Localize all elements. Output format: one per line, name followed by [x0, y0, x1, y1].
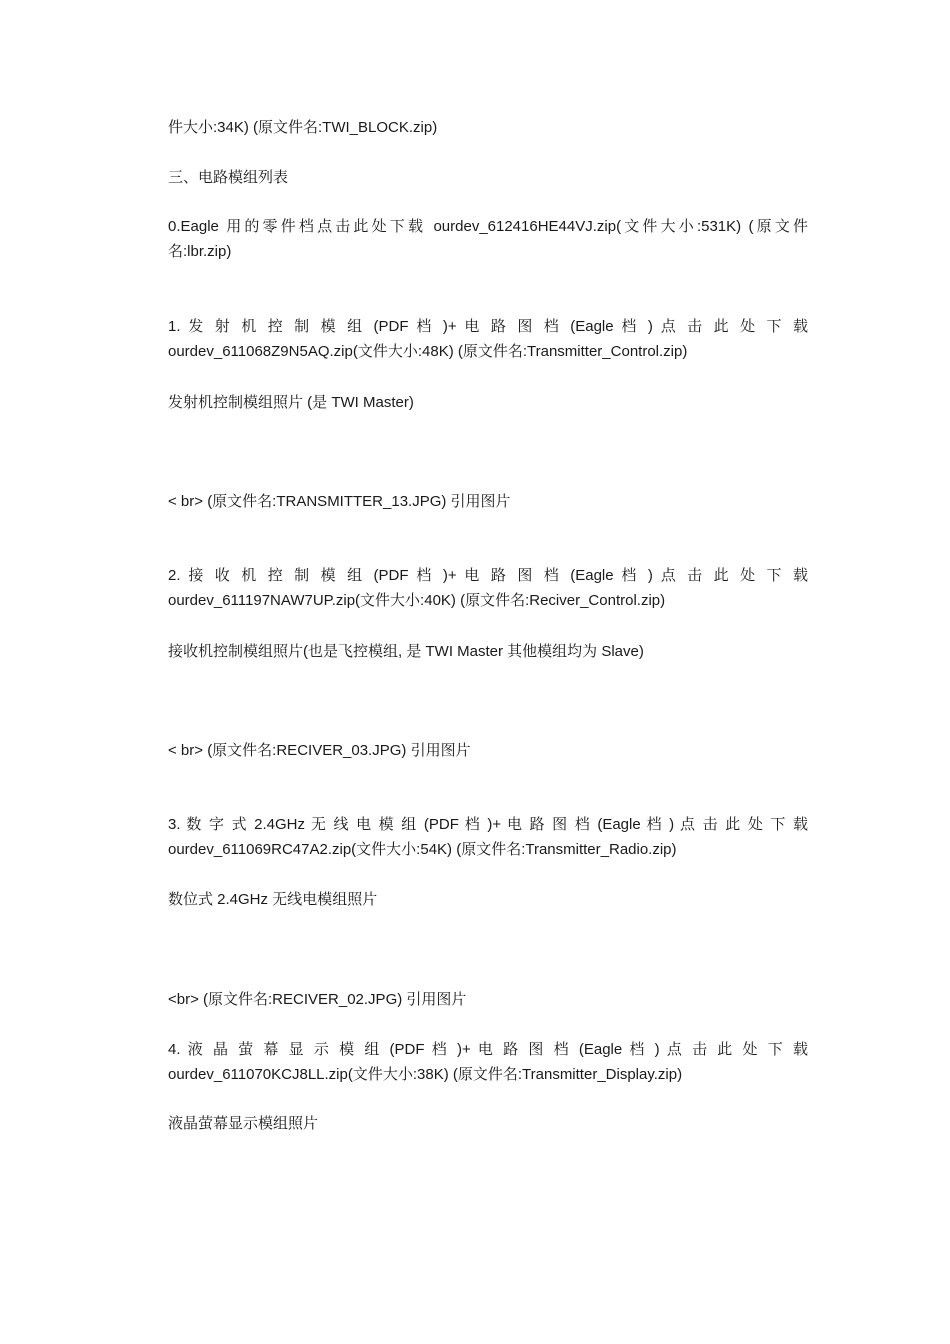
- item1-line1: 1. 发 射 机 控 制 模 组 (PDF 档 )+ 电 路 图 档 (Eagle 档 ) 点 击 此 处 下 载: [168, 318, 808, 335]
- item4-photo-caption: 液晶萤幕显示模组照片: [168, 1115, 319, 1132]
- item1-photo-caption: 发射机控制模组照片 (是 TWI Master): [168, 394, 414, 411]
- item2-line1: 2. 接 收 机 控 制 模 组 (PDF 档 )+ 电 路 图 档 (Eagle 档 ) 点 击 此 处 下 载: [168, 567, 808, 584]
- item1-line2: ourdev_611068Z9N5AQ.zip(文件大小:48K) (原文件名:Transmitter_Control.zip): [168, 343, 688, 360]
- item2-line2: ourdev_611197NAW7UP.zip(文件大小:40K) (原文件名:Reciver_Control.zip): [168, 592, 666, 609]
- item3-image-ref: <br> (原文件名:RECIVER_02.JPG) 引用图片: [168, 991, 467, 1008]
- item3-line1: 3. 数 字 式 2.4GHz 无 线 电 模 组 (PDF 档 )+ 电 路 图 档 (Eagle 档 ) 点 击 此 处 下 载: [168, 816, 808, 833]
- item4-line1: 4. 液 晶 萤 幕 显 示 模 组 (PDF 档 )+ 电 路 图 档 (Eagle 档 ) 点 击 此 处 下 载: [168, 1041, 808, 1058]
- section-heading: 三、电路模组列表: [168, 169, 289, 186]
- item2-photo-caption: 接收机控制模组照片(也是飞控模组, 是 TWI Master 其他模组均为 Slave): [168, 643, 644, 660]
- item2-image-ref: < br> (原文件名:RECIVER_03.JPG) 引用图片: [168, 742, 471, 759]
- item3-line2: ourdev_611069RC47A2.zip(文件大小:54K) (原文件名:Transmitter_Radio.zip): [168, 841, 677, 858]
- item4-line2: ourdev_611070KCJ8LL.zip(文件大小:38K) (原文件名:Transmitter_Display.zip): [168, 1066, 683, 1083]
- item3-photo-caption: 数位式 2.4GHz 无线电模组照片: [168, 891, 378, 908]
- intro-line: 件大小:34K) (原文件名:TWI_BLOCK.zip): [168, 119, 438, 136]
- item0-line2: 名:lbr.zip): [168, 243, 232, 260]
- item0-line1: 0.Eagle 用的零件档点击此处下载 ourdev_612416HE44VJ.zip(文件大小:531K) (原文件: [168, 218, 808, 235]
- item1-image-ref: < br> (原文件名:TRANSMITTER_13.JPG) 引用图片: [168, 493, 511, 510]
